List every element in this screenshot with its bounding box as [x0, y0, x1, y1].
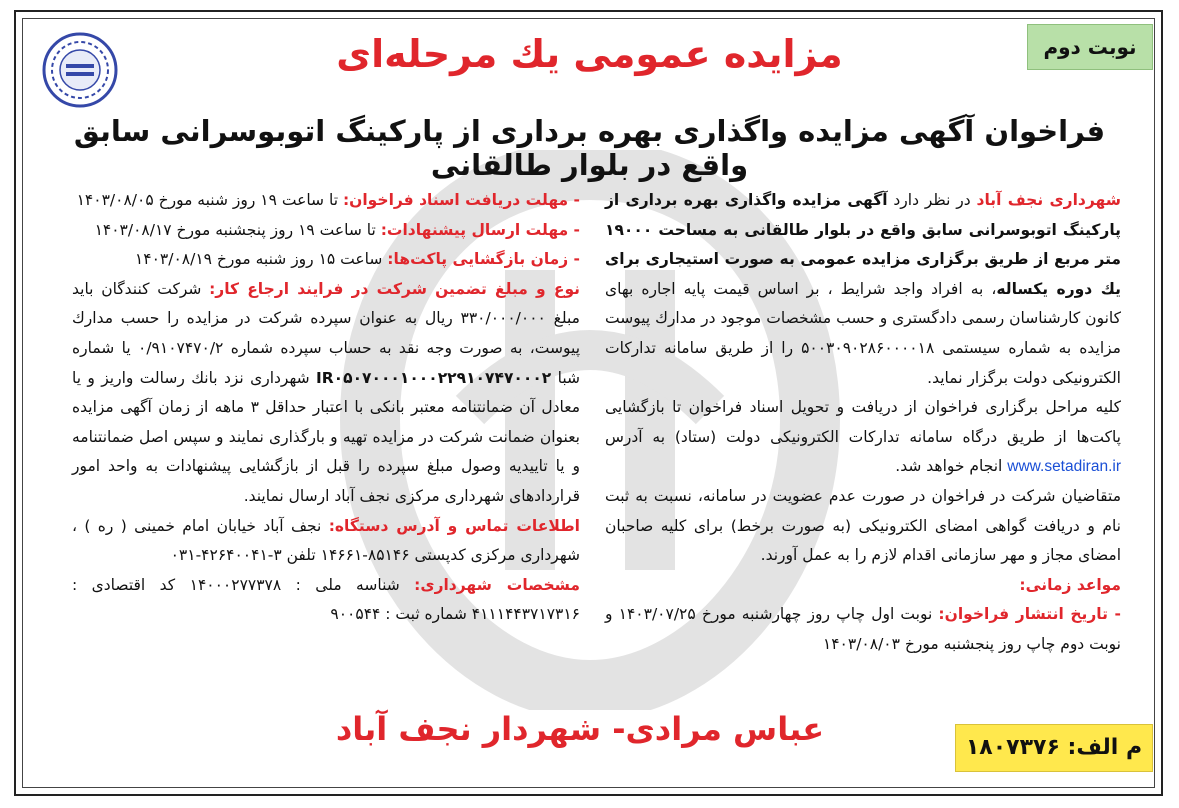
- guarantee-text-a: شرکت کنندگان باید مبلغ ۳۳۰/۰۰۰/۰۰۰ ریال به عنوان سپرده شرکت در مزایده را حسب مدارك پیوست، به صورت وجه نقد به حساب سپرده شماره ۰/۹۱۰۷۴۷۰/۲ یا شماره شبا: [72, 279, 581, 387]
- opening-time-text: ساعت ۱۵ روز شنبه مورخ ۱۴۰۳/۰۸/۱۹: [134, 250, 388, 269]
- contact-paragraph: [72, 512, 580, 571]
- municipality-spec-paragraph: [72, 571, 580, 630]
- spec-label: مشخصات شهرداری:: [414, 575, 580, 594]
- mayor-signature: عباس مرادی- شهردار نجف آباد: [335, 710, 825, 748]
- page-title: مزایده عمومی یك مرحله‌ای: [336, 32, 843, 76]
- opening-time: [72, 245, 580, 275]
- page-subtitle: فراخوان آگهی مزایده واگذاری بهره برداری از پارکینگ اتوبوسرانی سابق واقع در بلوار طالقانی: [73, 114, 1106, 182]
- intro-paragraph: [605, 186, 1121, 393]
- municipality-logo: [40, 30, 120, 110]
- ad-number-badge: م الف: ۱۸۰۷۳۷۶: [955, 724, 1153, 772]
- spec-text: شناسه ملی : ۱۴۰۰۰۲۷۷۳۷۸ کد اقتصادی : ۴۱۱۱۴۴۳۷۱۷۳۱۶ شماره ثبت : ۹۰۰۵۴۴: [72, 575, 580, 624]
- opening-time-label: - زمان بازگشایی پاکت‌ها:: [387, 250, 580, 269]
- offers-deadline-text: تا ساعت ۱۹ روز پنجشنبه مورخ ۱۴۰۳/۰۸/۱۷: [94, 220, 381, 239]
- offers-deadline-label: - مهلت ارسال پیشنهادات:: [380, 220, 580, 239]
- organization-name: شهرداری نجف آباد: [976, 191, 1121, 209]
- intro-text-b: ، به افراد واجد شرایط ، بر اساس قیمت پایه اجاره بهای کانون کارشناسان رسمی دادگستری و حسب مشخصات موجود در مدارك پیوست مزایده به شماره سیستمی ۵۰۰۳۰۹۰۲۸۶۰۰۰۰۱۸ را از طریق سامانه تدارکات الکترونیکی دولت برگزار نماید.: [605, 279, 1121, 387]
- guarantee-paragraph: [72, 275, 580, 512]
- process-end: انجام خواهد شد.: [895, 457, 1008, 476]
- docs-deadline-text: تا ساعت ۱۹ روز شنبه مورخ ۱۴۰۳/۰۸/۰۵: [76, 191, 343, 209]
- schedule-heading: مواعد زمانی:: [1019, 575, 1121, 594]
- setad-link[interactable]: www.setadiran.ir: [1007, 458, 1121, 476]
- intro-bold-text: آگهی مزایده واگذاری بهره برداری از پارکینگ اتوبوسرانی سابق واقع در بلوار طالقانی به مساحت ۱۹۰۰۰ متر مربع از طریق برگزاری مزایده عمومی به صورت استیجاری برای یك دوره یکساله: [605, 191, 1121, 298]
- iban-number: IR۰۵۰۷۰۰۰۱۰۰۰۲۲۹۱۰۷۴۷۰۰۰۲: [315, 368, 552, 387]
- docs-deadline-label: - مهلت دریافت اسناد فراخوان:: [342, 191, 580, 209]
- offers-deadline: [72, 216, 580, 246]
- publish-date-text: نوبت اول چاپ روز چهارشنبه مورخ ۱۴۰۳/۰۷/۲۵ و نوبت دوم چاپ روز پنجشنبه مورخ ۱۴۰۳/۰۸/۰۳: [605, 605, 1121, 653]
- docs-deadline: [72, 186, 580, 216]
- registration-paragraph: متقاضیان شرکت در فراخوان در صورت عدم عضویت در سامانه، نسبت به ثبت نام و دریافت گواهی امضای الکترونیکی (به صورت برخط) برای کلیه صاحبان امضای مجاز و مهر سازمانی اقدام لازم را به عمل آورند.: [605, 486, 1121, 565]
- contact-text: نجف آباد خیابان امام خمینی ( ره ) ، شهرداری مرکزی کدپستی ۸۵۱۴۶-۱۴۶۶۱ تلفن ۳-۴۲۶۴۰۰۴۱-۰۳۱: [72, 516, 580, 565]
- contact-label: اطلاعات تماس و آدرس دستگاه:: [328, 516, 580, 535]
- left-column: [72, 186, 580, 630]
- process-paragraph: [605, 393, 1121, 482]
- process-text: کلیه مراحل برگزاری فراخوان از دریافت و تحویل اسناد فراخوان تا بازگشایی پاکت‌ها از طریق درگاه سامانه تدارکات الکترونیکی دولت (ستاد) به آدرس: [605, 398, 1121, 446]
- right-column: [605, 186, 1121, 660]
- round-badge: نوبت دوم: [1027, 24, 1153, 70]
- intro-text-a: در نظر دارد: [887, 191, 977, 209]
- publish-date-paragraph: [605, 600, 1121, 659]
- publish-date-label: - تاریخ انتشار فراخوان:: [938, 605, 1121, 624]
- guarantee-text-b: شهرداری نزد بانك رسالت واریز و یا معادل آن ضمانتنامه معتبر بانکی با اعتبار حداقل ۳ ماهه از زمان آگهی مزایده بعنوان ضمانت شرکت در مزایده تهیه و بارگذاری نمایند و سپس اصل ضمانتنامه و یا تاییدیه وصول مبلغ سپرده را قبل از بازگشایی پیشنهادات به واحد امور قراردادهای شهرداری مرکزی نجف آباد ارسال نمایند.: [72, 368, 580, 505]
- guarantee-label: نوع و مبلغ تضمین شرکت در فرایند ارجاع کار:: [209, 279, 580, 298]
